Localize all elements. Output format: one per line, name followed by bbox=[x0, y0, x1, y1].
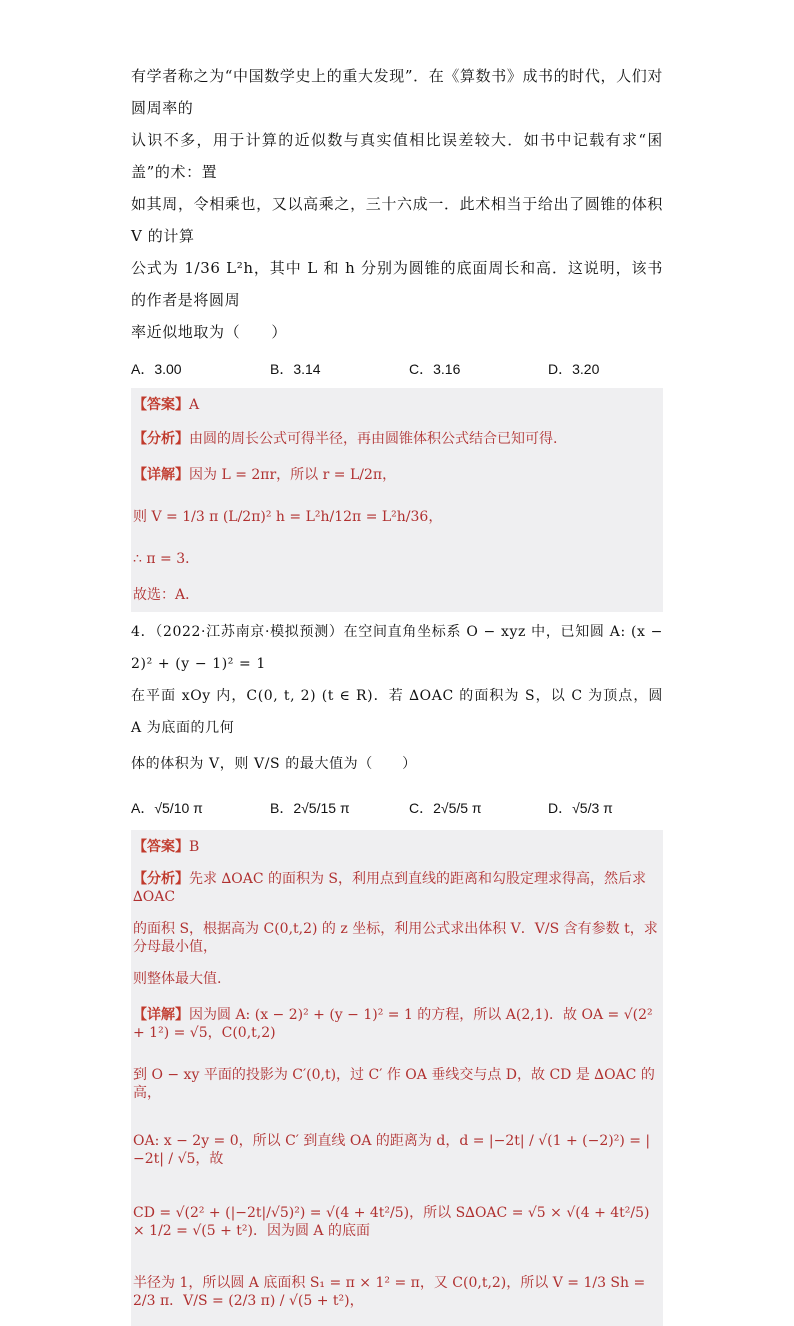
detail-tag: 【详解】 bbox=[133, 467, 189, 483]
analysis-text: 的面积 S，根据高为 C(0,t,2) 的 z 坐标，利用公式求出体积 V．V/S 含有参数 t，求分母最小值， bbox=[133, 921, 658, 955]
detail-tag: 【详解】 bbox=[133, 1007, 189, 1023]
detail-line: 因为圆 A: (x − 2)² + (y − 1)² = 1 的方程，所以 A(2,1)．故 OA = √(2² + 1²) = √5，C(0,t,2) bbox=[133, 1007, 653, 1041]
analysis-tag: 【分析】 bbox=[133, 431, 189, 447]
stem-line: 率近似地取为（ ） bbox=[131, 323, 288, 341]
detail-line: 半径为 1，所以圆 A 底面积 S₁ = π × 1² = π，又 C(0,t,2)，所以 V = 1/3 Sh = 2/3 π．V/S = (2/3 π) / √(5 + t²)， bbox=[133, 1275, 646, 1309]
content-column bbox=[131, 60, 663, 1326]
detail-line: 则 V = 1/3 π (L/2π)² h = L²h/12π = L²h/36， bbox=[133, 509, 443, 525]
answer-value: B bbox=[189, 839, 200, 855]
detail-line: 到 O − xy 平面的投影为 C′(0,t)，过 C′ 作 OA 垂线交与点 D，故 CD 是 ∆OAC 的高， bbox=[133, 1067, 655, 1101]
stem-line: 如其周，令相乘也，又以高乘之，三十六成一．此术相当于给出了圆锥的体积 V 的计算 bbox=[131, 195, 663, 245]
option-c: C．2√5/5 π bbox=[409, 800, 482, 816]
question-4-solution bbox=[131, 830, 663, 1326]
option-c: C．3.16 bbox=[409, 361, 461, 377]
option-d: D．√5/3 π bbox=[548, 800, 613, 816]
option-b: B．3.14 bbox=[270, 361, 321, 377]
answer-tag: 【答案】 bbox=[133, 397, 189, 413]
question-4 bbox=[131, 616, 663, 1326]
option-b: B．2√5/15 π bbox=[270, 800, 350, 816]
stem-line: 4．（2022·江苏南京·模拟预测）在空间直角坐标系 O − xyz 中，已知圆 A: (x − 2)² + (y − 1)² = 1 bbox=[131, 624, 663, 672]
analysis-tag: 【分析】 bbox=[133, 871, 189, 887]
analysis-text: 则整体最大值. bbox=[133, 971, 222, 987]
question-4-options bbox=[131, 790, 663, 826]
stem-line: 体的体积为 V，则 V/S 的最大值为（ ） bbox=[131, 756, 417, 772]
stem-line: 有学者称之为“中国数学史上的重大发现”．在《算数书》成书的时代，人们对圆周率的 bbox=[131, 67, 663, 117]
option-a: A．√5/10 π bbox=[131, 800, 203, 816]
choose-line: 故选：A． bbox=[133, 587, 200, 603]
question-3-options bbox=[131, 354, 663, 384]
stem-line: 公式为 1/36 L²h，其中 L 和 h 分别为圆锥的底面周长和高．这说明，该书的作者是将圆周 bbox=[131, 259, 663, 309]
detail-line: OA: x − 2y = 0，所以 C′ 到直线 OA 的距离为 d，d = |−2t| / √(1 + (−2)²) = |−2t| / √5，故 bbox=[133, 1133, 651, 1167]
answer-value: A bbox=[189, 397, 200, 413]
detail-line: ∴ π = 3． bbox=[133, 551, 200, 567]
stem-line: 认识不多，用于计算的近似数与真实值相比误差较大．如书中记载有求“囷盖”的术：置 bbox=[131, 131, 663, 181]
option-a: A．3.00 bbox=[131, 361, 182, 377]
question-4-stem bbox=[131, 616, 663, 784]
answer-tag: 【答案】 bbox=[133, 839, 189, 855]
analysis-text: 先求 ∆OAC 的面积为 S，利用点到直线的距离和勾股定理求得高，然后求 ∆OAC bbox=[133, 871, 647, 905]
option-d: D．3.20 bbox=[548, 361, 600, 377]
analysis-text: 由圆的周长公式可得半径，再由圆锥体积公式结合已知可得. bbox=[189, 431, 558, 447]
detail-line: 因为 L = 2πr，所以 r = L/2π， bbox=[189, 467, 397, 483]
question-3-stem bbox=[131, 60, 663, 348]
detail-line: CD = √(2² + (|−2t|/√5)²) = √(4 + 4t²/5)，所以 S∆OAC = √5 × √(4 + 4t²/5) × 1/2 = √(5 + t²)．因为圆 A 的底面 bbox=[133, 1205, 650, 1239]
question-3-solution bbox=[131, 388, 663, 612]
stem-line: 在平面 xOy 内，C(0, t, 2) (t ∈ R)．若 ∆OAC 的面积为 S，以 C 为顶点，圆 A 为底面的几何 bbox=[131, 688, 663, 736]
